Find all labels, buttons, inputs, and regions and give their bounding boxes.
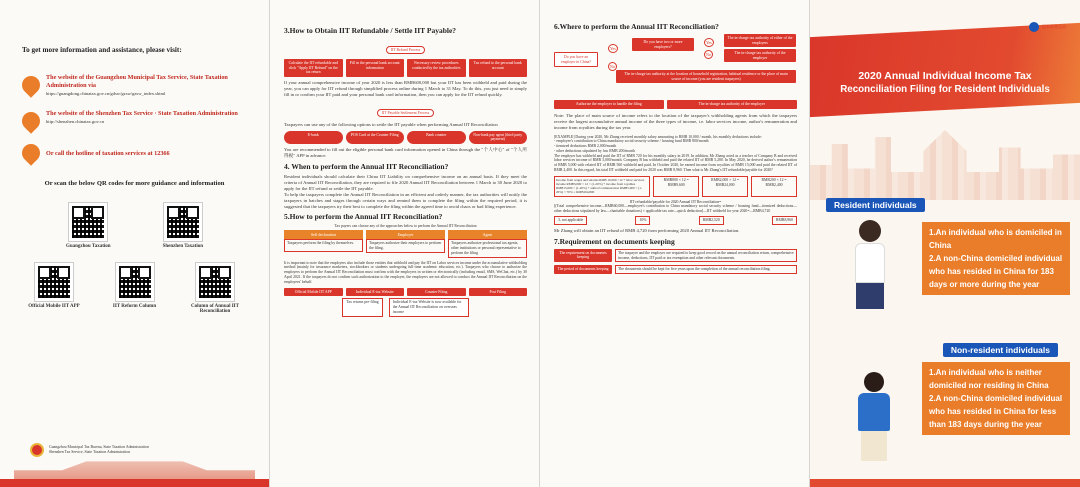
- channel: Counter Filing: [407, 288, 466, 297]
- cover-title-line-2: Reconciliation Filing for Resident Individuals: [840, 84, 1050, 95]
- section-5-paragraph: It is important to note that the employers also include those entities that withhold and pay the IIT on Labor services income under the accumulative withholding method (mainly for insurance marketers, stockbrokers or students undergoing full-time academic education, etc.). Taxpayers who choose to authorize the employers to perform the Annual IIT Reconciliation must confirm with the employers in written or electronically (including email, SMS, WeChat, etc.) by 30 April 2021. If the taxpayers do not confirm such authorization to the employer, the employers are not allowed to conduct the Annual IIT Reconciliation on the employees' behalf.: [284, 260, 527, 284]
- qr-label: Guangzhou Taxation: [65, 244, 111, 249]
- doc-row-head: The period of documents keeping: [554, 265, 612, 274]
- example-intro: [EXAMPLE] During year 2020, Mr Zhang received monthly salary amounting to RMB 10,000 / month, his monthly deductions include:: [554, 134, 762, 139]
- deduction-item: - itemized deductions RMB 2,000/month: [554, 144, 617, 149]
- location-pin-icon: [18, 108, 43, 133]
- logo-icon: [1029, 22, 1039, 32]
- hotline-text: Or call the hotline of taxation services at 12366: [46, 149, 170, 157]
- refund-flow: [284, 59, 527, 77]
- refund-step: Calculate the IIT refundable and click "Apply IIT Refund" on the tax return: [284, 59, 343, 77]
- calc-item: RMB200 × 12 = RMB2,400: [751, 176, 797, 197]
- authorize-employer: Authorize the employer to handle the filing: [554, 100, 664, 109]
- channel: Official Mobile IIT APP: [284, 288, 343, 297]
- channel: Individual E-tax Website: [346, 288, 405, 297]
- panel-refund: [270, 0, 540, 487]
- approach-card: [366, 230, 445, 257]
- criteria-item: 1.An individual who is neither domiciled nor residing in China: [929, 368, 1049, 390]
- emblem-icon: [30, 443, 44, 457]
- formula: [(Total comprehensive income—RMB60,000—employee's contribution to China mandatory social security scheme / housing fund—itemized deductions—other deductions stipulated by law—charitable donations) × applicable tax rate—quick deduction]—IIT withheld for year 2020=—RMB4,720: [554, 204, 797, 214]
- criteria-item: 2.A non-China domiciled individual who has resided in China for 183 days or more during the year: [929, 254, 1063, 289]
- hotline-block: [22, 144, 251, 162]
- criteria-item: 2.A non-China domiciled individual who has resided in China for less than 183 days during the year: [929, 394, 1063, 429]
- section-3-title: 3.How to Obtain IIT Refundable / Settle IIT Payable?: [284, 26, 457, 35]
- gz-website-url[interactable]: https://guangdong.chinatax.gov.cn/gdsw/gzsw/gzsw_index.shtml: [46, 91, 166, 96]
- refund-step: Tax refund to the personal bank account: [469, 59, 528, 77]
- nonresident-heading-wrap: [943, 340, 1058, 358]
- calculation-row: [554, 176, 797, 197]
- gz-website-title: The website of the Guangzhou Municipal Tax Service, State Taxation Administration via: [46, 74, 228, 89]
- result-value: RMB8,960: [772, 216, 797, 225]
- nonresident-criteria: [922, 362, 1070, 435]
- settle-process-label: IIT Payable Settlement Process: [377, 109, 435, 117]
- sz-website-title: The website of the Shenzhen Tax Service · State Taxation Administration: [46, 110, 238, 117]
- result-value: RMB2,520: [699, 216, 724, 225]
- panel-where: [540, 0, 810, 487]
- qr-label: Shenzhen Taxation: [162, 244, 204, 249]
- approach-head: Agent: [448, 230, 527, 239]
- qr-code-shenzhen[interactable]: [164, 203, 202, 241]
- yes-badge: Yes: [610, 46, 616, 51]
- calc-item: RMB800 × 12 = RMB9,600: [653, 176, 699, 197]
- qr-label: IIT Reform Column: [112, 304, 157, 309]
- channel: Post Filing: [469, 288, 528, 297]
- footer-organizers: [30, 443, 149, 457]
- section-6-title: 6.Where to perform the Annual IIT Reconciliation?: [554, 22, 719, 31]
- panel-cover: [810, 0, 1080, 487]
- resident-criteria: [922, 222, 1070, 295]
- section-4-paragraph: Resident individuals should calculate their China IIT Liability on comprehensive income on an annual basis. If they meet the criteria of Annual IIT Reconciliation, they are required to file 2020 Annual IIT Reconciliation between 1 March to 30 June 2020 to apply for the IIT refund or settle the IIT payable.: [284, 173, 527, 191]
- man-figure: [854, 372, 894, 472]
- qr-code-guangzhou[interactable]: [69, 203, 107, 241]
- qr-label: Column of Annual IIT Reconciliation: [191, 304, 239, 314]
- qr-row-1: [0, 203, 269, 249]
- settle-options: [284, 131, 527, 144]
- question-employer: Do you have an employer in China?: [554, 52, 598, 67]
- result-value: 10%: [635, 216, 650, 225]
- qr-code-iit-reform[interactable]: [116, 263, 154, 301]
- no-badge: No: [706, 52, 711, 57]
- location-pin-icon: [18, 140, 43, 165]
- answer-either-employer: The in-charge tax authority of either of the employers: [724, 34, 796, 47]
- woman-figure: [848, 220, 892, 312]
- tax-logo: [1029, 22, 1066, 32]
- cover-title: [810, 70, 1080, 95]
- sz-website-url[interactable]: http://shenzhen.chinatax.gov.cn: [46, 119, 105, 124]
- settle-option: Bank counter: [407, 131, 466, 144]
- footer-line: Guangzhou Municipal Tax Bureau, State Taxation Administration: [49, 445, 149, 450]
- refund-paragraph: If your annual comprehensive income of year 2020 is less than RMB600,000 but your IIT has been withheld and paid during the year, you can apply for IIT refund through simplified process online during 1 March to 31 May. To do this, you just need to simply fill in or confirm your IIT paid and your personal bank card information, then you can apply for the IIT refund quickly.: [284, 79, 527, 97]
- doc-row: [554, 265, 797, 274]
- settle-option: Non-bank pay agent (third party payment): [469, 131, 528, 144]
- settle-paragraph: You are recommended to fill out the eligible personal bank card information opened in China through the "个人中心" of "个人所得税" APP in advance.: [284, 146, 527, 158]
- gz-website-block: [22, 74, 251, 96]
- yes-badge: Yes: [706, 40, 712, 45]
- contact-heading: To get more information and assistance, please visit:: [22, 46, 182, 54]
- question-two-employers: Do you have two or more employers?: [632, 38, 694, 51]
- cover-title-line-1: 2020 Annual Individual Income Tax: [858, 70, 1032, 82]
- approach-body: Taxpayers authorize their employers to perform the filing.: [366, 239, 445, 253]
- resident-heading: Resident individuals: [826, 198, 925, 212]
- doc-row-body: The documents should be kept for five years upon the completion of the annual reconciliation filing.: [615, 265, 797, 274]
- bottom-stripe: [0, 479, 269, 487]
- approach-body: Taxpayers perform the filing by themselves.: [284, 239, 363, 252]
- approach-head: Employer: [366, 230, 445, 239]
- approach-head: Self declaration: [284, 230, 363, 239]
- location-pin-icon: [18, 72, 43, 97]
- note-paragraph: Note: The place of main source of income refers to the location of the taxpayer's withholding agents from which the taxpayers receive the largest accumulative annual income of the three types of income, i.e. labor services income, author's remuneration and income from royalties during the tax year.: [554, 112, 797, 130]
- section-4-title: 4. When to perform the Annual IIT Reconciliation?: [284, 161, 449, 171]
- qr-code-annual-column[interactable]: [196, 263, 234, 301]
- approach-body: Taxpayers authorize professional tax agents, other institutions or personal representative to perform the filing: [448, 239, 527, 257]
- calc-income: Income from wages and salaries RMB 10,000 ×12 + labor services income RMB3,000 × 12 × (1-20%) + income from royalties RMB15,000 × (1-20%) + author's remuneration RMB5,000 × (1-20%) × 70% = RMB164,800: [554, 176, 650, 197]
- result-value: 3, not applicable: [554, 216, 587, 225]
- resident-heading-wrap: [826, 195, 925, 213]
- doc-row-body: The taxpayer and the employer are required to keep good record on the annual reconciliation return, comprehensive income, deductions, IIT paid or tax exemption and other relevant documents.: [615, 249, 797, 263]
- formula-results: [554, 216, 797, 225]
- answer-employer: The in-charge tax authority of the employer: [724, 49, 796, 62]
- doc-row: [554, 249, 797, 263]
- approach-card: [448, 230, 527, 257]
- doc-row-head: The requirement on documents keeping: [554, 249, 612, 263]
- qr-label: Official Mobile IIT APP: [28, 304, 80, 309]
- section-7-title: 7.Requirement on documents keeping: [554, 236, 675, 246]
- formula-title: IIT refundable/payable for 2020 Annual IIT Reconciliation=: [629, 199, 722, 204]
- example-details: The employer has withheld and paid the IIT of RMB 720 for his monthly salary in 2019. In addition, Mr Zhang acted as a teacher of Company B and received labor services income of RMB 3,000/month. Company B has withheld and paid the related IIT of RMB 5,280. In May 2020, he derived author's remuneration of RMB 5,000 with related IIT of RMB 560 withheld and paid. In October 2020, he earned income from royalties of RMB 15,000 and paid the related IIT of RMB 2,400. In this regard, his total IIT withheld and paid for 2020 was RMB 8,960. Then what is Mr Zhang's IIT refundable/payable for 2020?: [554, 153, 797, 173]
- gate-silhouette: [14, 457, 255, 479]
- footer-line: Shenzhen Tax Service, State Taxation Administration: [49, 450, 130, 454]
- nonresident-heading: Non-resident individuals: [943, 343, 1058, 357]
- decision-flow: [554, 34, 797, 98]
- refund-conclusion: Mr Zhang will obtain an IIT refund of RMB 4,720 from performing 2020 Annual IIT Reconciliation.: [554, 227, 740, 233]
- deduction-item: - employee's contribution to China mandatory social security scheme / housing fund RMB 800/month: [554, 139, 709, 144]
- settle-option: POS Card at the Counter Filing: [346, 131, 405, 144]
- panel-contact: [0, 0, 270, 487]
- deduction-item: - other deductions stipulated by law RMB 200/month: [554, 148, 636, 153]
- approach-card: [284, 230, 363, 257]
- qr-row-2: [0, 253, 269, 314]
- filing-channels: [284, 288, 527, 297]
- channel-note: Tax returns pre-filing: [342, 298, 382, 316]
- section-4-paragraph-2: To help the taxpayers complete the Annual IIT Reconciliation in an efficient and orderly manner, the tax authorities will notify the taxpayers in batches and stages through certain ways and remind them to complete the filing within the required period, it is suggested that the taxpayers try their best to complete the filing within the agreed time to avoid chaos or bad filing experience.: [284, 191, 527, 209]
- channel-note: Individual E-tax Website is now available for the Annual IIT Reconciliation on overseas income: [389, 298, 469, 316]
- filing-approaches: [284, 230, 527, 257]
- refund-step: Fill in the personal bank account information: [346, 59, 405, 77]
- criteria-item: 1.An individual who is domiciled in China: [929, 228, 1062, 250]
- bottom-stripe: [810, 479, 1080, 487]
- qr-code-iit-app[interactable]: [35, 263, 73, 301]
- no-badge: No: [610, 64, 615, 69]
- qr-heading: Or scan the below QR codes for more guidance and information: [44, 180, 225, 187]
- settle-option: E-bank: [284, 131, 343, 144]
- sz-website-block: [22, 110, 251, 130]
- authorize-row: [554, 100, 797, 109]
- city-skyline: [810, 130, 1080, 200]
- settle-intro: Taxpayers can use any of the following options to settle the IIT payable when performing Annual IIT Reconciliation: [284, 121, 498, 127]
- refund-step: Necessary review procedures conducted by the tax authorities: [407, 59, 466, 77]
- logo-text: 国家税务总局: [1042, 24, 1066, 29]
- calc-item: RMB2,000 × 12 = RMB24,000: [702, 176, 748, 197]
- authorize-result: The in-charge tax authority of the employer: [667, 100, 797, 109]
- refund-process-label: IIT Refund Process: [386, 46, 425, 54]
- section-5-intro: Tax payers can choose any of the approaches below to perform the Annual IIT Reconciliation: [334, 223, 477, 228]
- section-5-title: 5.How to perform the Annual IIT Reconciliation?: [284, 211, 443, 221]
- answer-household: The in-charge tax authority at the location of household registration, habitual residence or the place of main source of income (you are resident taxpayers): [616, 70, 796, 83]
